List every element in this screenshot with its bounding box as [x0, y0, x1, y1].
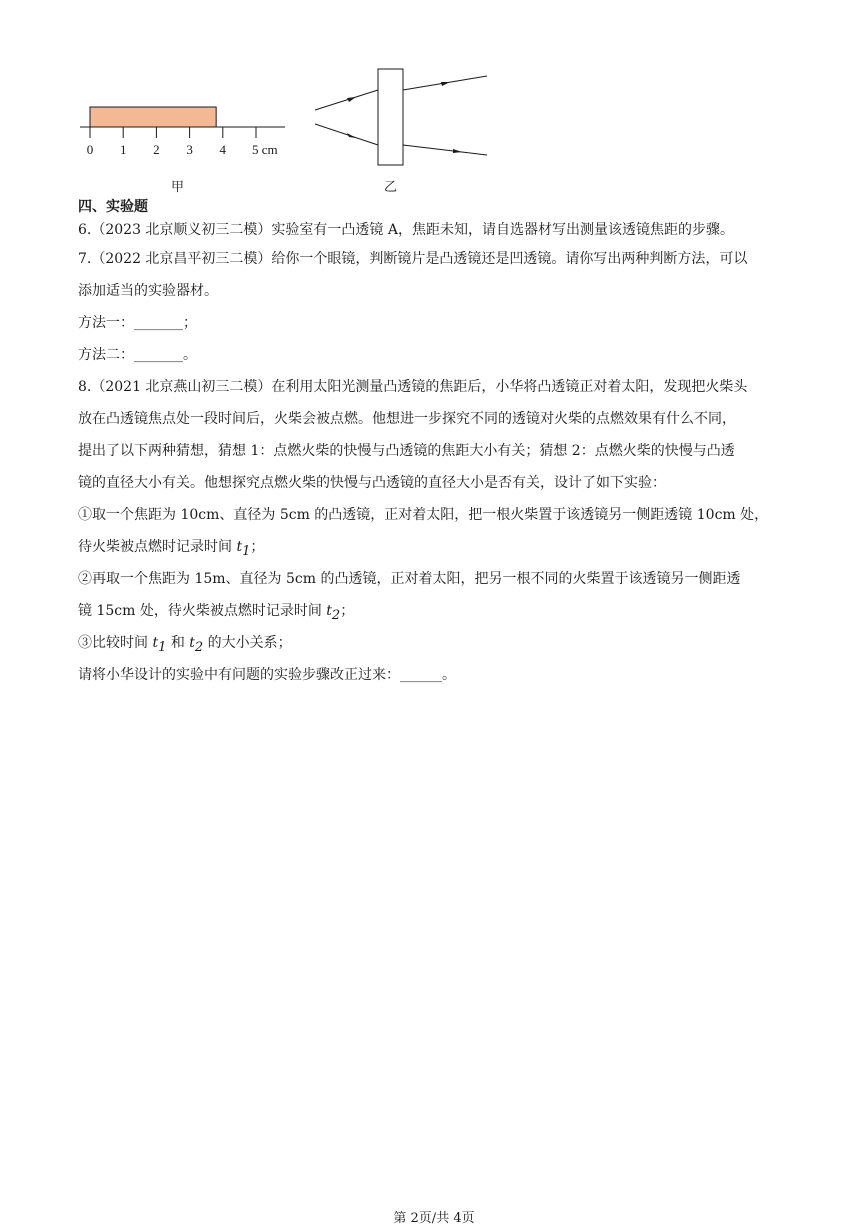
- time-subscript: 1: [158, 639, 167, 655]
- question-7-line1: 7.（2022 北京昌平初三二模）给你一个眼镜，判断镜片是凸透镜还是凹透镜。请你写出两种判断方法，可以: [78, 251, 748, 267]
- question-6: 6.（2023 北京顺义初三二模）实验室有一凸透镜 A，焦距未知，请自选器材写出测量该透镜焦距的步骤。: [78, 222, 734, 238]
- object-bar: [90, 107, 216, 127]
- time-variable: t: [152, 635, 159, 651]
- question-8-step1-line2: [78, 531, 793, 563]
- question-7-method1: 方法一：_______；: [78, 315, 197, 331]
- ruler-tick-label: 0: [86, 142, 94, 157]
- incident-ray-bottom: [315, 124, 378, 145]
- question-content: [78, 197, 793, 691]
- question-8-line2: 放在凸透镜焦点处一段时间后，火柴会被点燃。他想进一步探究不同的透镜对火柴的点燃效果有什么不同，: [78, 411, 736, 427]
- arrow-head-icon: [441, 82, 450, 86]
- step2-end: ；: [340, 603, 355, 619]
- section-title: 四、实验题: [78, 199, 148, 215]
- step1-end: ；: [250, 539, 265, 555]
- question-7-line2: 添加适当的实验器材。: [78, 283, 218, 299]
- lens-figure: [310, 62, 495, 172]
- ruler-diagram: [70, 96, 295, 166]
- arrow-head-icon: [347, 133, 356, 138]
- time-variable: t: [326, 603, 332, 619]
- ruler-tick-label: 4: [219, 142, 227, 157]
- step2-text: 镜 15cm 处，待火柴被点燃时记录时间: [78, 603, 327, 619]
- ruler-tick-label: 3: [186, 142, 193, 157]
- step3-mid: 和: [166, 635, 190, 651]
- ruler-tick-label: 1: [119, 142, 127, 157]
- lens-block: [378, 69, 403, 165]
- page-footer: 第 2页/共 4页: [393, 1211, 475, 1226]
- ruler-caption: 甲: [171, 180, 185, 195]
- lens-caption: 乙: [384, 180, 398, 195]
- question-8-line1: 8.（2021 北京燕山初三二模）在利用太阳光测量凸透镜的焦距后，小华将凸透镜正对着太阳，发现把火柴头: [78, 379, 748, 395]
- question-8-step1-line1: ①取一个焦距为 10cm、直径为 5cm 的凸透镜，正对着太阳，把一根火柴置于该透镜另一侧距透镜 10cm 处，: [78, 507, 769, 523]
- arrow-head-icon: [453, 149, 462, 153]
- emergent-ray-bottom: [403, 145, 487, 155]
- question-8-line3: 提出了以下两种猜想，猜想 1：点燃火柴的快慢与凸透镜的焦距大小有关；猜想 2：点燃火柴的快慢与凸透: [78, 443, 735, 459]
- ruler-tick-label: 2: [153, 142, 160, 157]
- step3-text: ③比较时间: [78, 635, 153, 651]
- ruler-figure: [70, 96, 295, 166]
- question-7-method2: 方法二：_______。: [78, 347, 197, 363]
- question-8-final: 请将小华设计的实验中有问题的实验步骤改正过来：______。: [78, 667, 456, 683]
- time-variable: t: [189, 635, 195, 651]
- ruler-ticks: [87, 127, 278, 157]
- time-variable: t: [236, 539, 243, 555]
- time-subscript: 2: [194, 639, 204, 655]
- question-8-step2-line1: ②再取一个焦距为 15m、直径为 5cm 的凸透镜，正对着太阳，把另一根不同的火柴置于该透镜另一侧距透: [78, 571, 741, 587]
- time-subscript: 2: [331, 607, 341, 623]
- step1-text: 待火柴被点燃时记录时间: [78, 539, 237, 555]
- incident-ray-top: [315, 90, 378, 110]
- question-8-line4: 镜的直径大小有关。他想探究点燃火柴的快慢与凸透镜的直径大小是否有关，设计了如下实验：: [78, 475, 666, 491]
- time-subscript: 1: [242, 543, 251, 559]
- step3-end: 的大小关系；: [203, 635, 292, 651]
- ruler-tick-label: 5 cm: [252, 142, 278, 157]
- arrow-head-icon: [347, 97, 356, 102]
- lens-diagram: [310, 62, 495, 172]
- question-8-step2-line2: [78, 595, 793, 627]
- question-8-step3: [78, 627, 793, 659]
